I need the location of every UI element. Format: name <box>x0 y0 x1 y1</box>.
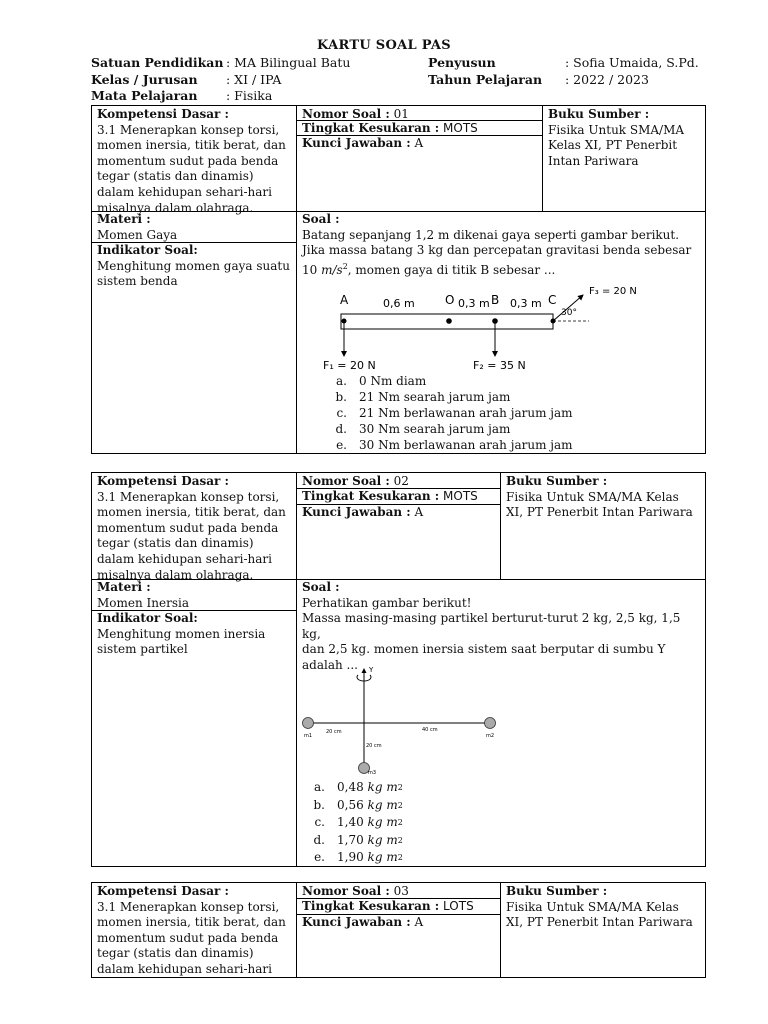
header-satuan-value: : MA Bilingual Batu <box>226 55 351 70</box>
option-c[interactable]: c. 21 Nm berlawanan arah jarum jam <box>336 406 573 420</box>
materi-cell: Materi : Momen Gaya <box>97 212 178 242</box>
header-tahun-label: Tahun Pelajaran <box>428 72 543 87</box>
particle-m1 <box>303 718 314 729</box>
particle-system-diagram <box>298 661 503 776</box>
header-mapel-value: : Fisika <box>226 88 273 103</box>
point-a-label: A <box>340 293 349 307</box>
buku-sumber: Buku Sumber : Fisika Untuk SMA/MA Kelas XI, PT Penerbit Intan Pariwara <box>548 107 685 168</box>
indikator-cell: Indikator Soal: Menghitung momen gaya suatu sistem benda <box>97 243 290 289</box>
segment-ao-label: 0,6 m <box>383 297 415 310</box>
distance-m2-label: 40 cm <box>422 727 438 733</box>
buku-sumber: Buku Sumber : Fisika Untuk SMA/MA Kelas XI, PT Penerbit Intan Pariwara <box>506 474 693 520</box>
kd-cell: Kompetensi Dasar : 3.1 Menerapkan konsep torsi, momen inersia, titik berat, dan momentum sudut pada benda tegar (statis dan dinamis) dalam kehidupan sehari-hari <box>97 884 286 976</box>
kunci-jawaban: Kunci Jawaban : A <box>302 505 424 519</box>
tingkat-kesukaran: Tingkat Kesukaran : LOTS <box>302 899 474 913</box>
buku-sumber: Buku Sumber : Fisika Untuk SMA/MA Kelas XI, PT Penerbit Intan Pariwara <box>506 884 693 930</box>
tingkat-kesukaran: Tingkat Kesukaran : MOTS <box>302 121 478 135</box>
segment-ob-label: 0,3 m <box>458 297 490 310</box>
question-card-2 <box>91 472 706 867</box>
option-a[interactable]: a. 0,48 kg m 2 <box>314 780 403 794</box>
kd-cell: Kompetensi Dasar : 3.1 Menerapkan konsep torsi, momen inersia, titik berat, dan momentum sudut pada benda tegar (statis dan dinamis) dalam kehidupan sehari-hari misalnya dalam olahraga. <box>97 107 286 215</box>
option-e[interactable]: e. 1,90 kg m 2 <box>314 850 403 864</box>
segment-bc-label: 0,3 m <box>510 297 542 310</box>
m1-label: m1 <box>304 733 313 739</box>
soal-cell: Soal : Batang sepanjang 1,2 m dikenai gaya seperti gambar berikut. Jika massa batang 3 kg dan percepatan gravitasi benda sebesar 10 $m/s^2$, momen gaya di titik B sebesar ... <box>302 212 692 277</box>
header-kelas-label: Kelas / Jurusan <box>91 72 198 87</box>
m3-label: m3 <box>368 770 377 776</box>
header-kelas-value: : XI / IPA <box>226 72 282 87</box>
nomor-soal: Nomor Soal : 03 <box>302 884 409 898</box>
indikator-cell: Indikator Soal: Menghitung momen inersia sistem partikel <box>97 611 266 657</box>
header-satuan-label: Satuan Pendidikan <box>91 55 224 70</box>
force-1-label: F₁ = 20 N <box>323 359 376 371</box>
beam-force-diagram <box>307 281 652 371</box>
option-b[interactable]: b. 0,56 kg m 2 <box>313 797 403 812</box>
header-penyusun-value: : Sofia Umaida, S.Pd. <box>565 55 699 70</box>
answer-options-2 <box>303 779 403 867</box>
angle-label: 30° <box>561 308 577 318</box>
option-d[interactable]: d. 30 Nm searah jarum jam <box>335 422 511 436</box>
option-d[interactable]: d. 1,70 kg m 2 <box>313 832 403 847</box>
option-c[interactable]: c. 1,40 kg m 2 <box>314 815 403 829</box>
header-penyusun-label: Penyusun <box>428 55 496 70</box>
materi-cell: Materi : Momen Inersia <box>97 580 189 610</box>
soal-cell: Soal : Perhatikan gambar berikut! Massa masing-masing partikel berturut-turut 2 kg, 2,5 kg, 1,5 kg, dan 2,5 kg. momen inersia sistem saat berputar di sumbu Y adalah ... <box>302 580 681 672</box>
point-b-label: B <box>491 293 500 307</box>
particle-m2 <box>485 718 496 729</box>
page-title: KARTU SOAL PAS <box>317 38 451 53</box>
nomor-soal: Nomor Soal : 01 <box>302 107 409 121</box>
option-b[interactable]: b. 21 Nm searah jarum jam <box>335 390 511 404</box>
force-3-label: F₃ = 20 N <box>589 286 637 297</box>
m2-label: m2 <box>486 733 495 739</box>
y-axis-label: Y <box>369 666 374 674</box>
question-card-1 <box>91 105 706 454</box>
kunci-jawaban: Kunci Jawaban : A <box>302 136 424 150</box>
point-o <box>446 318 452 324</box>
answer-options-1 <box>325 373 573 453</box>
option-a[interactable]: a. 0 Nm diam <box>336 374 427 388</box>
distance-m1-label: 20 cm <box>326 729 342 735</box>
tingkat-kesukaran: Tingkat Kesukaran : MOTS <box>302 489 478 503</box>
header-mapel-label: Mata Pelajaran <box>91 88 198 103</box>
point-o-label: O <box>445 293 455 307</box>
question-card-3 <box>91 882 706 978</box>
kunci-jawaban: Kunci Jawaban : A <box>302 915 424 929</box>
kd-cell: Kompetensi Dasar : 3.1 Menerapkan konsep torsi, momen inersia, titik berat, dan momentum sudut pada benda tegar (statis dan dinamis) dalam kehidupan sehari-hari misalnya dalam olahraga. <box>97 474 286 582</box>
distance-m3-label: 20 cm <box>366 743 382 749</box>
nomor-soal: Nomor Soal : 02 <box>302 474 409 488</box>
header-tahun-value: : 2022 / 2023 <box>565 72 649 87</box>
point-c-label: C <box>548 293 557 307</box>
option-e[interactable]: e. 30 Nm berlawanan arah jarum jam <box>336 438 573 452</box>
force-2-label: F₂ = 35 N <box>473 359 526 371</box>
